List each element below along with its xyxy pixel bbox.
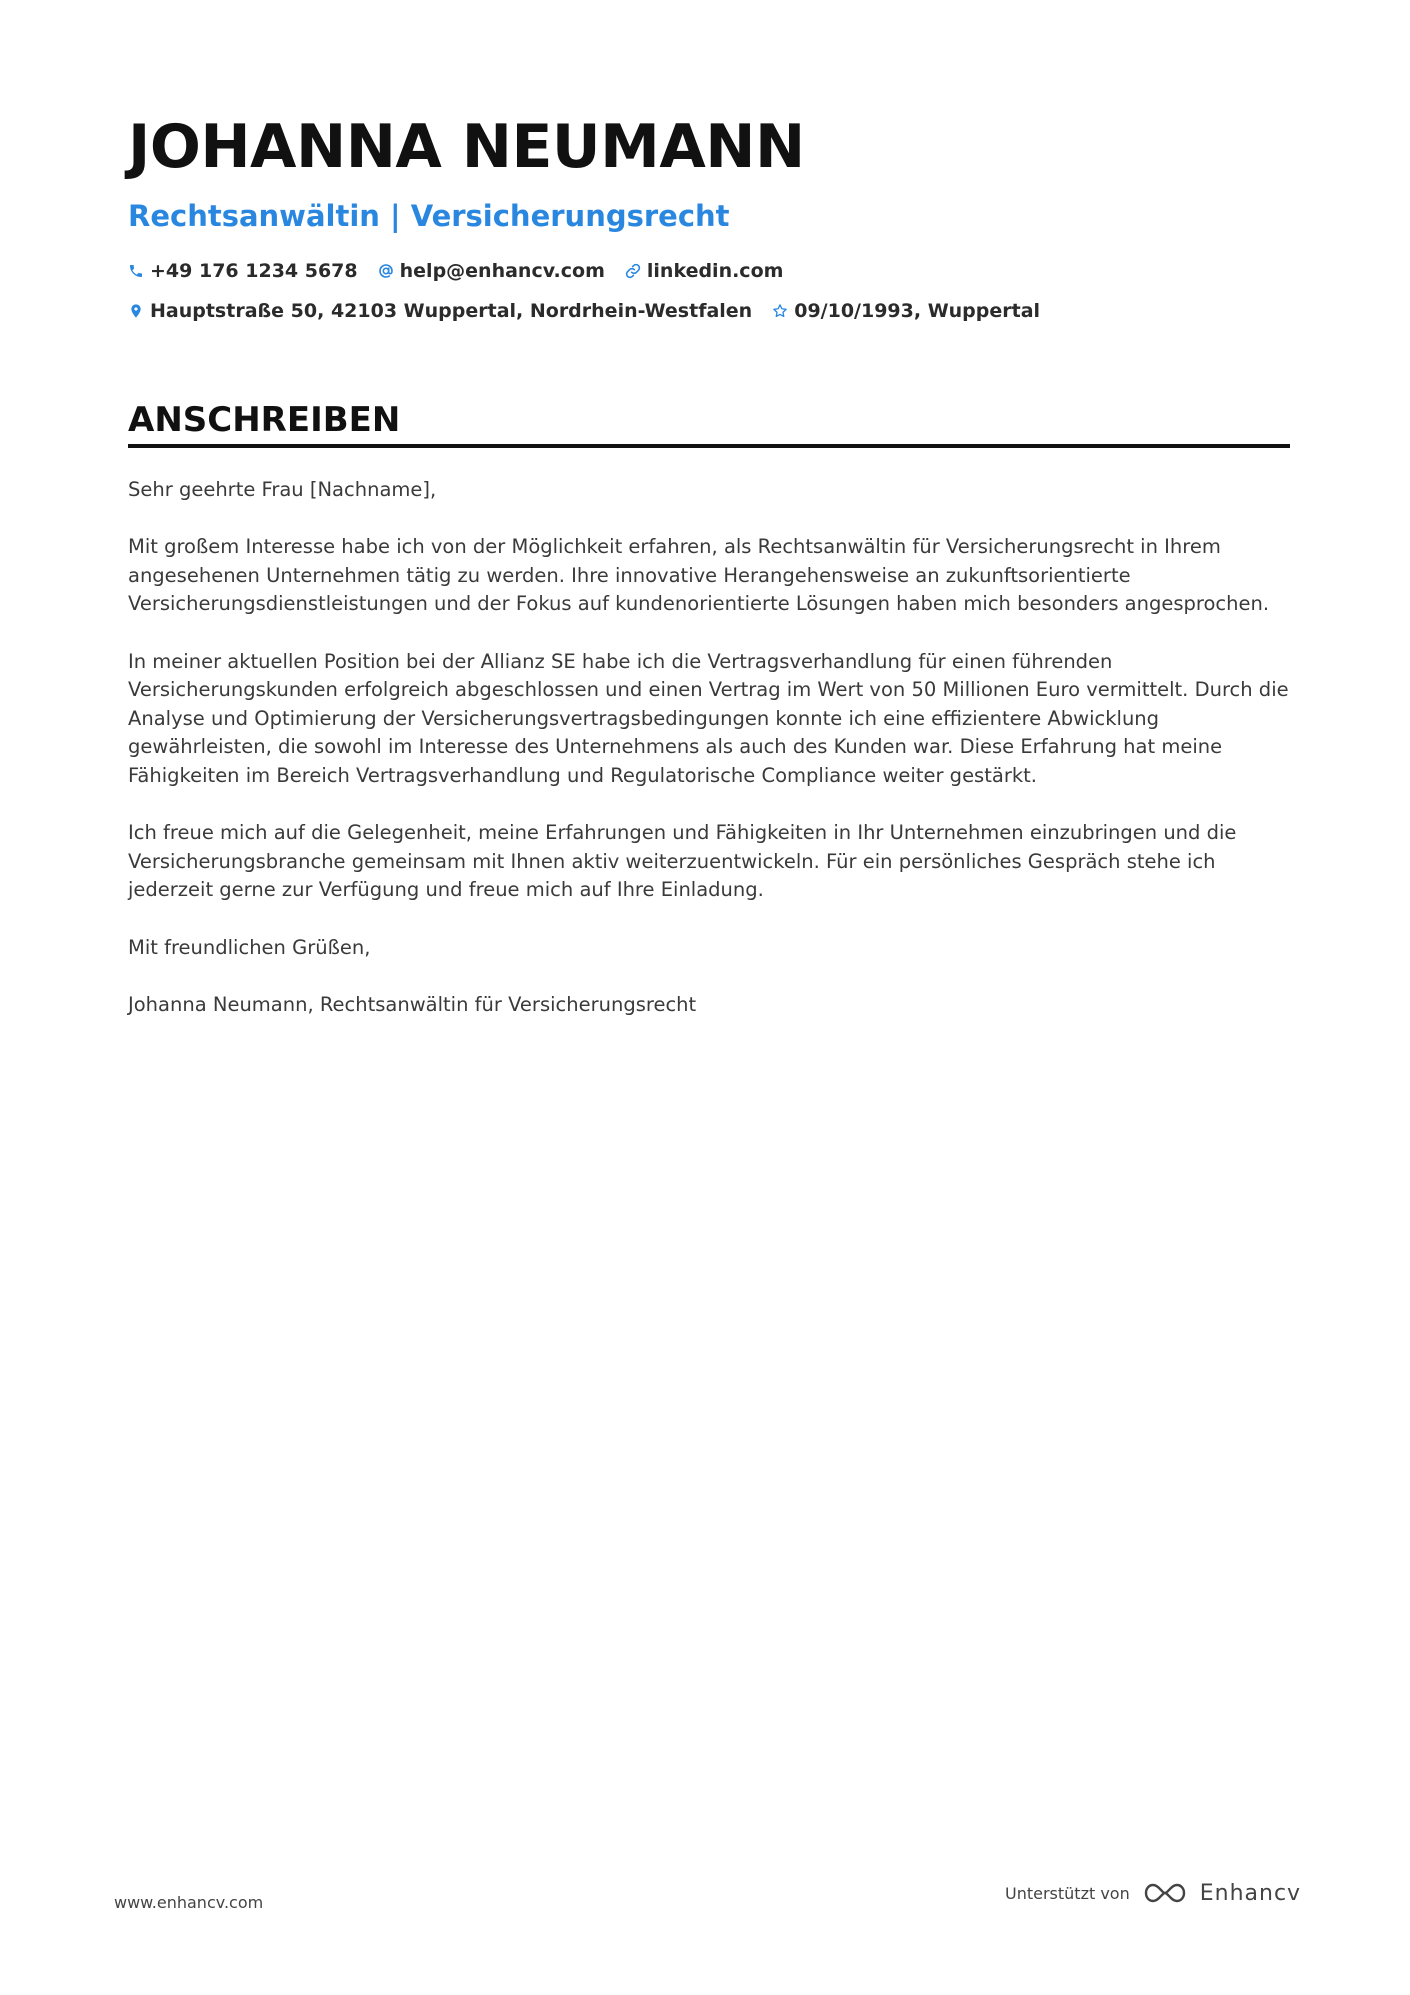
contact-row-primary: [128, 256, 1290, 286]
letter-closing: Mit freundlichen Grüßen,: [128, 935, 371, 959]
contact-birth: [772, 300, 1040, 322]
phone-number: +49 176 1234 5678: [150, 260, 358, 282]
letter-paragraph: In meiner aktuellen Position bei der Allianz SE habe ich die Vertragsverhandlung für einen führenden Versicherungskunden erfolgreich abgeschlossen und einen Vertrag im Wert von 50 Millionen Euro vermittelt. Durch die Analyse und Optimierung der Versicherungsvertragsbedingungen konnte ich eine effizientere Abwicklung gewährleisten, die sowohl im Interesse des Unternehmens als auch des Kunden war. Diese Erfahrung hat meine Fähigkeiten im Bereich Vertragsverhandlung und Regulatorische Compliance weiter gestärkt.: [128, 649, 1289, 787]
letter-paragraph: Mit großem Interesse habe ich von der Möglichkeit erfahren, als Rechtsanwältin für Versicherungsrecht in Ihrem angesehenen Unternehmen tätig zu werden. Ihre innovative Herangehensweise an zukunftsorientierte Versicherungsdienstleistungen und der Fokus auf kundenorientierte Lösungen haben mich besonders angesprochen.: [128, 535, 1270, 616]
contact-email: [378, 260, 605, 282]
section-heading: ANSCHREIBEN: [128, 400, 1290, 448]
cover-letter-page: [128, 112, 1290, 1048]
brand-name: Enhancv: [1199, 1880, 1302, 1906]
letter-salutation: Sehr geehrte Frau [Nachname],: [128, 478, 437, 501]
applicant-title: Rechtsanwältin | Versicherungsrecht: [128, 199, 730, 233]
letter-paragraph: Ich freue mich auf die Gelegenheit, meine Erfahrungen und Fähigkeiten in Ihr Unternehmen einzubringen und die Versicherungsbranche gemeinsam mit Ihnen aktiv weiterzuentwickeln. Für ein persönliches Gespräch stehe ich jederzeit gerne zur Verfügung und freue mich auf Ihre Einladung.: [128, 821, 1237, 902]
birth-date-place: 09/10/1993, Wuppertal: [794, 300, 1041, 322]
enhancv-logo-icon: [1142, 1880, 1188, 1906]
powered-by-label: Unterstützt von: [1005, 1883, 1130, 1903]
email-address[interactable]: help@enhancv.com: [399, 260, 605, 282]
location-pin-icon: [128, 303, 144, 319]
contact-row-secondary: [128, 296, 1290, 326]
phone-icon: [128, 263, 144, 279]
contact-address: [128, 300, 752, 322]
footer-website[interactable]: www.enhancv.com: [114, 1893, 264, 1912]
applicant-name: JOHANNA NEUMANN: [128, 112, 805, 182]
footer-branding: [1005, 1880, 1301, 1906]
letter-body: [128, 476, 1290, 1019]
star-icon: [772, 303, 788, 319]
at-icon: [378, 263, 394, 279]
letter-signature: Johanna Neumann, Rechtsanwältin für Versicherungsrecht: [128, 992, 697, 1016]
link-icon: [625, 263, 641, 279]
address: Hauptstraße 50, 42103 Wuppertal, Nordrhein-Westfalen: [150, 300, 753, 322]
contact-linkedin: [625, 260, 784, 282]
linkedin-link[interactable]: linkedin.com: [646, 260, 784, 282]
contact-phone: [128, 260, 358, 282]
